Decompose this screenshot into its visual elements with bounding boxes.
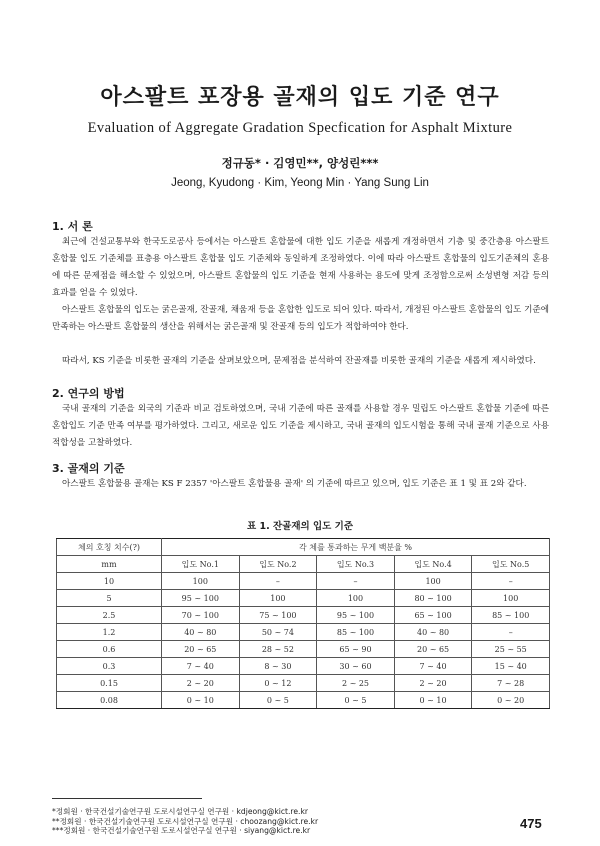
column-header: 입도 No.1: [162, 556, 240, 573]
table-cell: 0 ~ 10: [162, 692, 240, 709]
table-cell: 2 ~ 25: [317, 675, 395, 692]
column-header: 입도 No.5: [472, 556, 550, 573]
table-cell: 40 ~ 80: [162, 624, 240, 641]
column-header: 입도 No.3: [317, 556, 395, 573]
table-row: [57, 675, 550, 692]
table-cell: –: [472, 573, 550, 590]
table-row: [57, 641, 550, 658]
footnotes: [52, 807, 318, 836]
passing-percent-header: 각 체를 통과하는 무게 백분율 %: [162, 539, 550, 556]
table-cell: 65 ~ 90: [317, 641, 395, 658]
column-header: 입도 No.2: [239, 556, 317, 573]
paragraph: 국내 골재의 기준을 외국의 기준과 비교 검토하였으며, 국내 기준에 따른 골재를 사용할 경우 밀립도 아스팔트 혼합물 기준에 따른 혼합입도 기준 만족 여부를 평가하였다. 그리고, 새로운 입도 기준을 제시하고, 국내 골재의 입도시험을 통해 국내 골재 기준으로 사용 적합성을 고찰하였다.: [52, 404, 549, 448]
table-cell: 85 ~ 100: [472, 607, 550, 624]
table-cell: 75 ~ 100: [239, 607, 317, 624]
table-cell: 30 ~ 60: [317, 658, 395, 675]
table-cell: 80 ~ 100: [394, 590, 472, 607]
page-number: 475: [520, 816, 542, 831]
table-cell: 0 ~ 12: [239, 675, 317, 692]
table-cell: 7 ~ 40: [162, 658, 240, 675]
sieve-size-cell: 1.2: [57, 624, 162, 641]
title-korean: 아스팔트 포장용 골재의 입도 기준 연구: [100, 85, 500, 110]
sieve-size-cell: 2.5: [57, 607, 162, 624]
table-cell: –: [317, 573, 395, 590]
title-english: Evaluation of Aggregate Gradation Specfication for Asphalt Mixture: [87, 120, 513, 136]
table-cell: 85 ~ 100: [317, 624, 395, 641]
table-cell: 7 ~ 40: [394, 658, 472, 675]
table-cell: 100: [472, 590, 550, 607]
sieve-size-cell: 0.15: [57, 675, 162, 692]
table-cell: 100: [239, 590, 317, 607]
table-cell: 8 ~ 30: [239, 658, 317, 675]
table-cell: 100: [317, 590, 395, 607]
paragraph: 따라서, KS 기준을 비롯한 골재의 기준을 살펴보았으며, 문제점을 분석하여 잔골재를 비롯한 골재의 기준을 새롭게 제시하였다.: [62, 356, 536, 366]
table-cell: 7 ~ 28: [472, 675, 550, 692]
table-cell: –: [239, 573, 317, 590]
table-cell: 65 ~ 100: [394, 607, 472, 624]
table-cell: 0 ~ 20: [472, 692, 550, 709]
table-row: [57, 590, 550, 607]
sieve-size-cell: 5: [57, 590, 162, 607]
table-cell: 40 ~ 80: [394, 624, 472, 641]
table-cell: 20 ~ 65: [394, 641, 472, 658]
footnote-divider: [52, 798, 202, 799]
sieve-unit: mm: [57, 556, 162, 573]
paragraph: 최근에 건설교통부와 한국도로공사 등에서는 아스팔트 혼합물에 대한 입도 기준을 새롭게 개정하면서 기층 및 중간층용 아스팔트 혼합물 입도 기준체를 표층용 아스팔트 혼합물 입도 기준체와 동일하게 조정하였다. 이에 따라 아스팔트 혼합물의 입도기준체의 혼용에 따른 문제점을 해소할 수 있었으며, 아스팔트 혼합물의 입도 기준을 현재 사용하는 용도에 맞게 조정함으로써 소성변형 저감 등의 효과를 얻을 수 있었다.: [52, 237, 549, 298]
gradation-table: [56, 538, 550, 709]
section-heading-method: 2. 연구의 방법: [52, 387, 125, 400]
table-caption: 표 1. 잔골재의 입도 기준: [246, 521, 354, 532]
table-cell: –: [472, 624, 550, 641]
table-cell: 50 ~ 74: [239, 624, 317, 641]
paragraph: 아스팔트 혼합물의 입도는 굵은골재, 잔골재, 채움재 등을 혼합한 입도로 되어 있다. 따라서, 개정된 아스팔트 혼합물의 입도 기준에 만족하는 아스팔트 혼합물의 생산을 위해서는 굵은골재 및 잔골재 등의 입도가 적합하여야 한다.: [52, 305, 549, 332]
table-cell: 95 ~ 100: [317, 607, 395, 624]
footnote: ***정회원 · 한국건설기술연구원 도로시설연구실 연구원 · siyang@kict.re.kr: [52, 826, 311, 835]
table-cell: 20 ~ 65: [162, 641, 240, 658]
paragraph: 아스팔트 혼합물용 골재는 KS F 2357 '아스팔트 혼합물용 골재' 의 기준에 따르고 있으며, 입도 기준은 표 1 및 표 2와 같다.: [62, 479, 527, 489]
table-cell: 28 ~ 52: [239, 641, 317, 658]
table-row: [57, 607, 550, 624]
footnote: **정회원 · 한국건설기술연구원 도로시설연구실 연구원 · choozang@kict.re.kr: [52, 816, 319, 826]
table-cell: 100: [394, 573, 472, 590]
table-cell: 0 ~ 5: [317, 692, 395, 709]
sieve-size-cell: 0.3: [57, 658, 162, 675]
table-row: [57, 573, 550, 590]
sieve-size-cell: 10: [57, 573, 162, 590]
table-row: [57, 624, 550, 641]
table-row: [57, 692, 550, 709]
table-cell: 2 ~ 20: [162, 675, 240, 692]
footnote: *정회원 · 한국건설기술연구원 도로시설연구실 연구원 · kdjeong@kict.re.kr: [52, 807, 308, 816]
table-cell: 15 ~ 40: [472, 658, 550, 675]
sieve-size-header: 체의 호칭 치수(?): [57, 539, 162, 556]
table-cell: 100: [162, 573, 240, 590]
authors-english: Jeong, Kyudong · Kim, Yeong Min · Yang Sung Lin: [171, 177, 429, 189]
sieve-size-cell: 0.6: [57, 641, 162, 658]
section-heading-aggregate-standard: 3. 골재의 기준: [52, 462, 125, 475]
table-cell: 25 ~ 55: [472, 641, 550, 658]
table-cell: 0 ~ 5: [239, 692, 317, 709]
table-row: [57, 658, 550, 675]
table-cell: 2 ~ 20: [394, 675, 472, 692]
section-heading-introduction: 1. 서 론: [52, 220, 93, 233]
column-header: 입도 No.4: [394, 556, 472, 573]
table-cell: 0 ~ 10: [394, 692, 472, 709]
table-cell: 70 ~ 100: [162, 607, 240, 624]
table-cell: 95 ~ 100: [162, 590, 240, 607]
sieve-size-cell: 0.08: [57, 692, 162, 709]
authors-korean: 정규동* · 김영민**, 양성린***: [221, 156, 379, 170]
